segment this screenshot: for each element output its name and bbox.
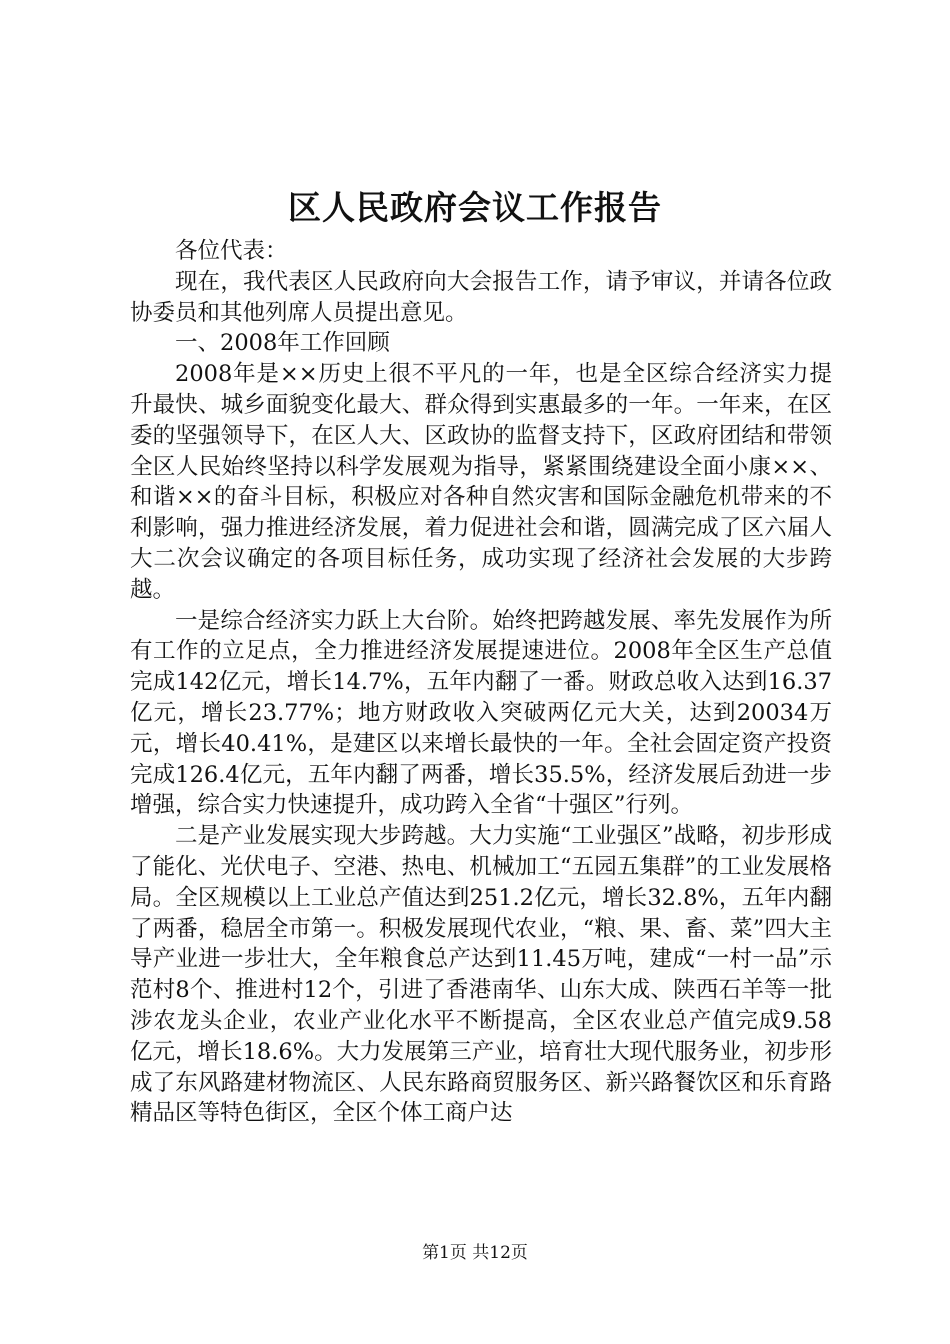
document-body: [130, 236, 832, 1129]
paragraph-industry: 二是产业发展实现大步跨越。大力实施“工业强区”战略，初步形成了能化、光伏电子、空港、热电、机械加工“五园五集群”的工业发展格局。全区规模以上工业总产值达到251.2亿元，增长32.8%，五年内翻了两番，稳居全市第一。积极发展现代农业，“粮、果、畜、菜”四大主导产业进一步壮大，全年粮食总产达到11.45万吨，建成“一村一品”示范村8个、推进村12个，引进了香港南华、山东大成、陕西石羊等一批涉农龙头企业，农业产业化水平不断提高，全区农业总产值完成9.58亿元，增长18.6%。大力发展第三产业，培育壮大现代服务业，初步形成了东风路建材物流区、人民东路商贸服务区、新兴路餐饮区和乐育路精品区等特色街区，全区个体工商户达: [130, 823, 832, 1127]
page-footer: 第1页 共12页: [422, 1243, 528, 1263]
paragraph-economy: 一是综合经济实力跃上大台阶。始终把跨越发展、率先发展作为所有工作的立足点，全力推进经济发展提速进位。2008年全区生产总值完成142亿元，增长14.7%，五年内翻了一番。财政总收入达到16.37亿元，增长23.77%；地方财政收入突破两亿元大关，达到20034万元，增长40.41%，是建区以来增长最快的一年。全社会固定资产投资完成126.4亿元，五年内翻了两番，增长35.5%，经济发展后劲进一步增强，综合实力快速提升，成功跨入全省“十强区”行列。: [130, 607, 832, 819]
paragraph-review: 2008年是××历史上很不平凡的一年，也是全区综合经济实力提升最快、城乡面貌变化最大、群众得到实惠最多的一年。一年来，在区委的坚强领导下，在区人大、区政协的监督支持下，区政府团结和带领全区人民始终坚持以科学发展观为指导，紧紧围绕建设全面小康××、和谐××的奋斗目标，积极应对各种自然灾害和国际金融危机带来的不利影响，强力推进经济发展，着力促进社会和谐，圆满完成了区六届人大二次会议确定的各项目标任务，成功实现了经济社会发展的大步跨越。: [130, 361, 832, 603]
document-title: 区人民政府会议工作报告: [288, 188, 662, 227]
paragraph-salutation: 各位代表：: [175, 238, 288, 264]
section-heading: 一、2008年工作回顾: [175, 330, 390, 357]
paragraph-intro: 现在，我代表区人民政府向大会报告工作，请予审议，并请各位政协委员和其他列席人员提出意见。: [130, 268, 832, 326]
